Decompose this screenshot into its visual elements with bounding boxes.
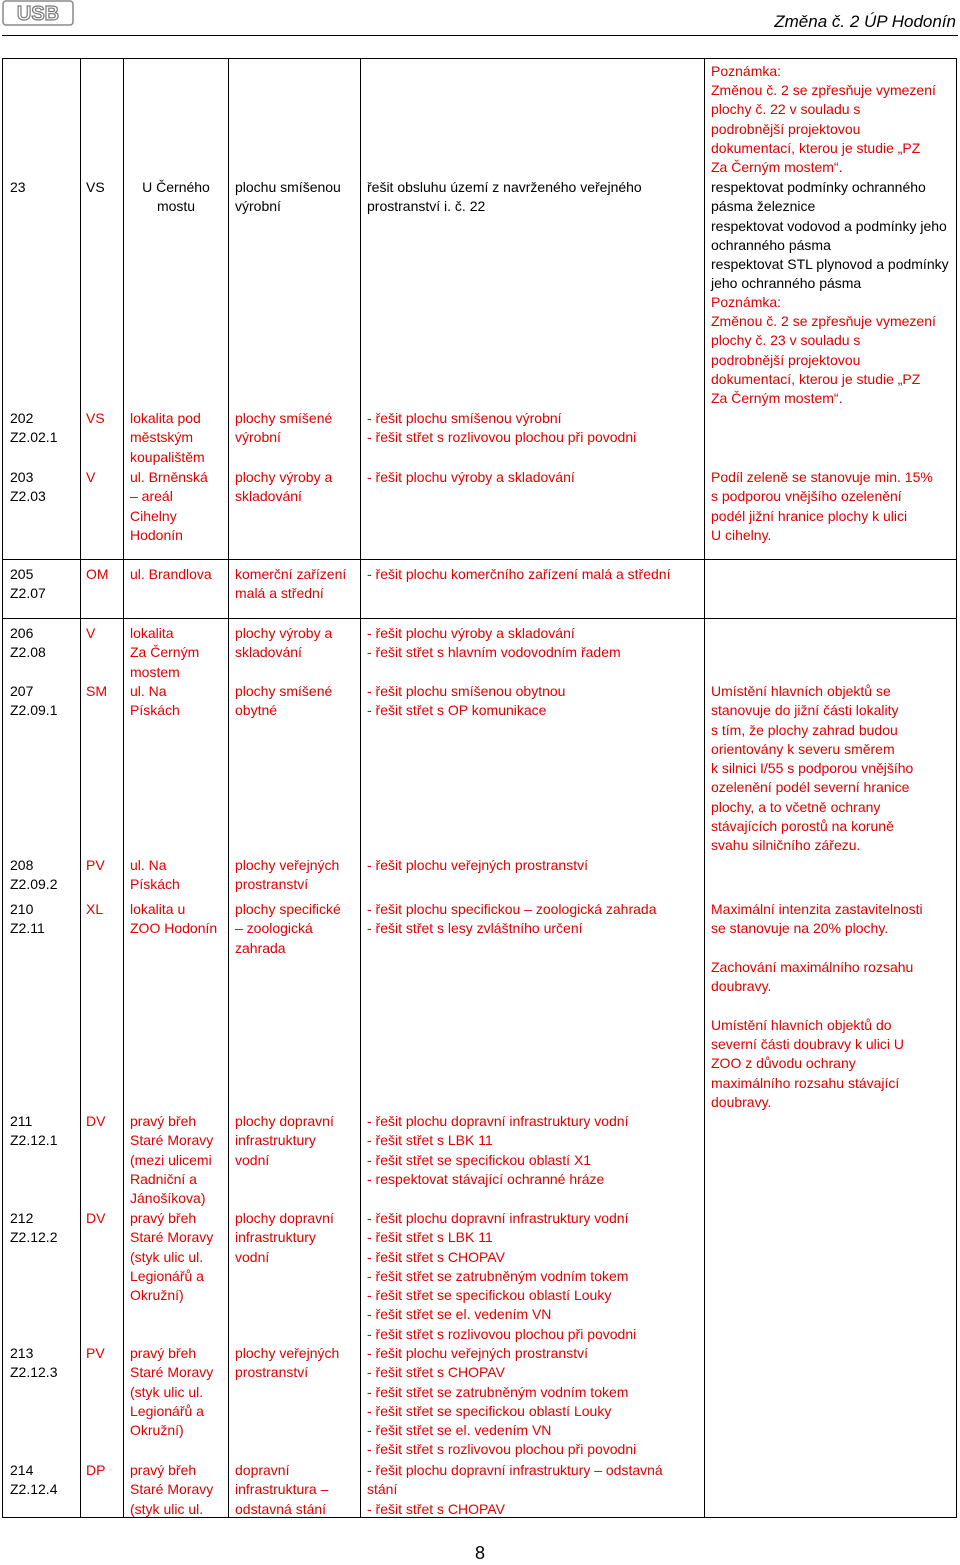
row-use: plochy specifické – zoologická zahrada <box>235 901 341 956</box>
row-location: ul. Na Pískách <box>130 857 180 893</box>
row-location: lokalita pod městským koupalištěm <box>130 410 205 465</box>
column-divider <box>123 58 124 1518</box>
row-location: pravý břeh Staré Moravy (styk ulic ul. Legionářů a Okružní) <box>130 1210 214 1304</box>
note-cell: Umístění hlavních objektů se stanovuje do jižní části lokality s tím, že plochy zahrad budou orientovány k severu směrem k silnici I/55 s podporou vnějšího ozelenění podél severní hranice plochy, a to včetně ochrany stávajících porostů na koruně svahu silničního zářezu. <box>711 683 914 854</box>
row-conditions: - řešit plochu veřejných prostranství - řešit střet s CHOPAV - řešit střet se zatrubněným vodním tokem - řešit střet se specifickou oblastí Louky - řešit střet se el. vedením VN - řešit střet s rozlivovou plochou při povodni <box>367 1345 637 1458</box>
row-conditions: - řešit plochu výroby a skladování <box>367 469 575 485</box>
row-id: 214 Z2.12.4 <box>10 1462 58 1498</box>
row-id: 202 Z2.02.1 <box>10 410 58 446</box>
row-code: XL <box>86 901 104 917</box>
note-cell: Podíl zeleně se stanovuje min. 15% s podporou vnějšího ozelenění podél jižní hranice plochy k ulici U cihelny. <box>711 469 933 543</box>
row-code: V <box>86 469 96 485</box>
row-id: 206 Z2.08 <box>10 625 46 661</box>
row-code: DV <box>86 1113 106 1129</box>
row-conditions: - řešit plochu veřejných prostranství <box>367 857 588 873</box>
row-use: plochu smíšenou výrobní <box>235 179 341 215</box>
row-location: pravý břeh Staré Moravy (styk ulic ul. Legionářů a Okružní) <box>130 1345 214 1439</box>
note-label: Poznámka: <box>711 63 782 79</box>
row-conditions: - řešit plochu dopravní infrastruktury vodní - řešit střet s LBK 11 - řešit střet s CHOPAV - řešit střet se zatrubněným vodním tokem - řešit střet se specifickou oblastí Louky - řešit střet se el. vedením VN - řešit střet s rozlivovou plochou při povodni <box>367 1210 637 1342</box>
row-code: DP <box>86 1462 106 1478</box>
row-use: dopravní infrastruktura – odstavná stání <box>235 1462 329 1517</box>
row-use: plochy dopravní infrastruktury vodní <box>235 1113 334 1168</box>
row-conditions: - řešit plochu smíšenou výrobní - řešit střet s rozlivovou plochou při povodni <box>367 410 637 446</box>
usb-logo <box>2 0 74 26</box>
row-use: plochy výroby a skladování <box>235 469 333 505</box>
row-id: 211 Z2.12.1 <box>10 1113 58 1149</box>
row-id: 205 Z2.07 <box>10 566 46 602</box>
column-divider <box>360 58 361 1518</box>
row-use: plochy dopravní infrastruktury vodní <box>235 1210 334 1265</box>
document-title: Změna č. 2 ÚP Hodonín <box>774 12 956 31</box>
page-number: 8 <box>474 1543 485 1563</box>
row-use: plochy smíšené obytné <box>235 683 333 719</box>
row-divider <box>2 559 957 560</box>
row-use: komerční zařízení malá a střední <box>235 566 347 602</box>
svg-text:USB: USB <box>16 3 60 25</box>
note-cell: Změnou č. 2 se zpřesňuje vymezení plochy č. 23 v souladu s podrobnější projektovou dokumentací, kterou je studie „PZ Za Černým mostem“. <box>711 313 936 407</box>
note-cell: Změnou č. 2 se zpřesňuje vymezení plochy č. 22 v souladu s podrobnější projektovou dokumentací, kterou je studie „PZ Za Černým mostem“. <box>711 82 936 176</box>
row-location: ul. Brandlova <box>130 566 212 582</box>
row-code: DV <box>86 1210 106 1226</box>
row-conditions: - řešit plochu dopravní infrastruktury vodní - řešit střet s LBK 11 - řešit střet se specifickou oblastí X1 - respektovat stávající ochranné hráze <box>367 1113 629 1187</box>
row-code: OM <box>86 566 109 582</box>
row-location: pravý břeh Staré Moravy (mezi ulicemi Radniční a Jánošíkova) <box>130 1113 214 1207</box>
row-location: ul. Brněnská – areál Cihelny Hodonín <box>130 469 208 543</box>
row-code: SM <box>86 683 107 699</box>
row-id: 208 Z2.09.2 <box>10 857 58 893</box>
row-id: 207 Z2.09.1 <box>10 683 58 719</box>
row-conditions: - řešit plochu specifickou – zoologická zahrada - řešit střet s lesy zvláštního určení <box>367 901 657 937</box>
note-label: Poznámka: <box>711 294 782 310</box>
row-id: 23 <box>10 179 26 195</box>
row-code: PV <box>86 857 105 873</box>
column-divider <box>228 58 229 1518</box>
row-location: ul. Na Pískách <box>130 683 180 719</box>
row-use: plochy veřejných prostranství <box>235 857 340 893</box>
note-cell: respektovat podmínky ochranného pásma železnice respektovat vodovod a podmínky jeho ochranného pásma respektovat STL plynovod a podmínky jeho ochranného pásma <box>711 179 949 292</box>
row-id: 213 Z2.12.3 <box>10 1345 58 1381</box>
row-conditions: - řešit plochu komerčního zařízení malá a střední <box>367 566 671 582</box>
row-divider <box>2 618 957 619</box>
row-id: 210 Z2.11 <box>10 901 45 937</box>
row-location: pravý břeh Staré Moravy (styk ulic ul. <box>130 1462 214 1517</box>
column-divider <box>80 58 81 1518</box>
note-cell: Maximální intenzita zastavitelnosti se stanovuje na 20% plochy. Zachování maximálního rozsahu doubravy. Umístění hlavních objektů do severní části doubravy k ulici U ZOO z důvodu ochrany maximálního rozsahu stávající doubravy. <box>711 901 923 1110</box>
row-conditions: řešit obsluhu území z navrženého veřejného prostranství i. č. 22 <box>367 179 642 215</box>
row-location: lokalita u ZOO Hodonín <box>130 901 218 937</box>
row-code: PV <box>86 1345 105 1361</box>
row-use: plochy smíšené výrobní <box>235 410 333 446</box>
row-location: lokalita Za Černým mostem <box>130 625 200 680</box>
row-conditions: - řešit plochu smíšenou obytnou - řešit střet s OP komunikace <box>367 683 566 719</box>
row-conditions: - řešit plochu dopravní infrastruktury – odstavná stání - řešit střet s CHOPAV <box>367 1462 663 1517</box>
row-use: plochy výroby a skladování <box>235 625 333 661</box>
row-code: V <box>86 625 96 641</box>
row-location: U Černého mostu <box>142 179 210 215</box>
row-use: plochy veřejných prostranství <box>235 1345 340 1381</box>
row-id: 203 Z2.03 <box>10 469 46 505</box>
row-conditions: - řešit plochu výroby a skladování - řešit střet s hlavním vodovodním řadem <box>367 625 621 661</box>
row-code: VS <box>86 179 105 195</box>
header-divider <box>2 35 958 36</box>
row-id: 212 Z2.12.2 <box>10 1210 58 1246</box>
row-code: VS <box>86 410 105 426</box>
